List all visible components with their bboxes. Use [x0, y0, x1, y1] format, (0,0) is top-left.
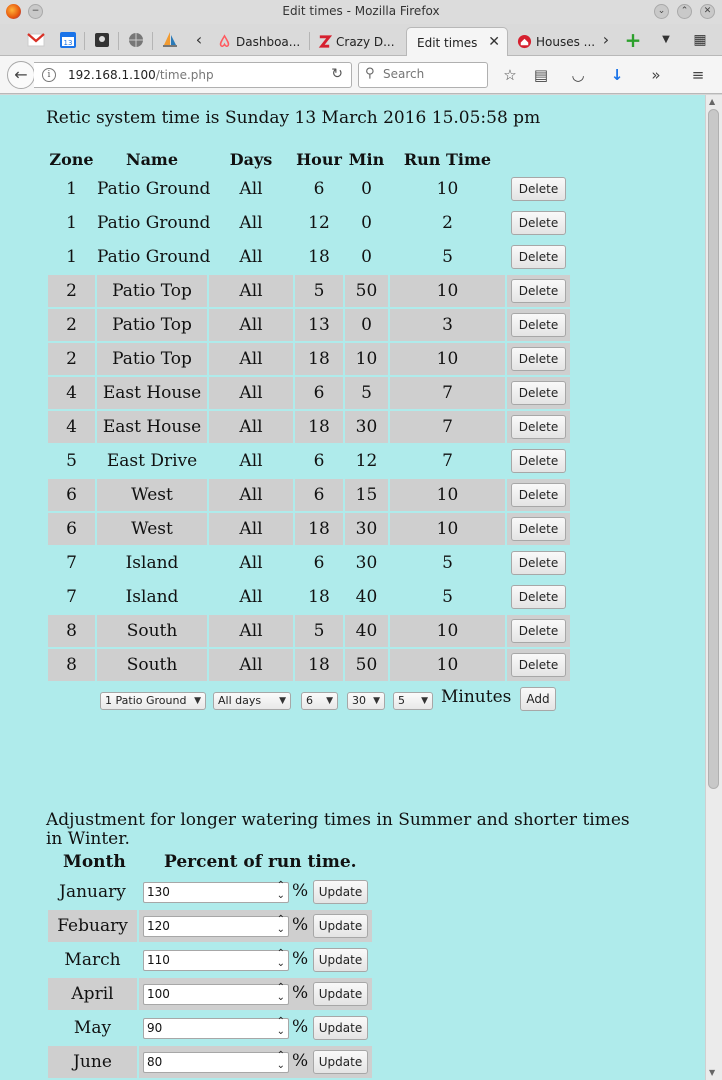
- schedule-row: [48, 309, 570, 341]
- cell-days: All: [209, 649, 293, 681]
- percent-input[interactable]: 130 ⌃ ⌄: [143, 882, 289, 903]
- window-menu-button[interactable]: −: [28, 4, 43, 19]
- window-titlebar: [0, 0, 722, 24]
- month-name: March: [64, 950, 121, 970]
- cell-run: 10: [390, 343, 505, 375]
- new-tab-icon[interactable]: +: [624, 28, 642, 52]
- tab-scroll-right-button[interactable]: ›: [602, 30, 610, 49]
- tab-label: Houses ...: [536, 35, 596, 49]
- close-tab-icon[interactable]: ✕: [488, 34, 500, 50]
- maximize-button[interactable]: ⌃: [677, 4, 692, 19]
- cell-days: All: [209, 343, 293, 375]
- cell-run: 10: [390, 649, 505, 681]
- update-button[interactable]: Update: [313, 1050, 368, 1074]
- scrollbar-thumb[interactable]: [708, 109, 719, 789]
- cell-min: 50: [345, 275, 388, 307]
- reload-icon[interactable]: ↻: [331, 66, 343, 82]
- cell-run: 5: [442, 247, 453, 267]
- header-name: Name: [125, 150, 179, 169]
- delete-button[interactable]: Delete: [511, 653, 566, 677]
- tab-houses[interactable]: [512, 27, 598, 56]
- tab-list-chevron-down-icon[interactable]: ▼: [662, 34, 670, 45]
- cell-zone: 6: [48, 479, 95, 511]
- cell-run: 5: [442, 587, 453, 607]
- schedule-row: [48, 615, 570, 647]
- cell-min: 50: [345, 649, 388, 681]
- cell-zone: 1: [66, 213, 77, 233]
- cell-min: 15: [345, 479, 388, 511]
- cell-min: 30: [345, 411, 388, 443]
- url-text: 192.168.1.100/time.php: [68, 68, 214, 82]
- cell-name: East House: [97, 411, 207, 443]
- window-title: Edit times - Mozilla Firefox: [282, 4, 440, 18]
- schedule-row: [48, 445, 570, 477]
- month-name: May: [73, 1018, 112, 1038]
- cell-name: South: [97, 615, 207, 647]
- calendar-icon[interactable]: [58, 30, 78, 50]
- chevron-down-icon: ▼: [279, 696, 286, 706]
- tab-label: Dashboa...: [236, 35, 301, 49]
- zone-select[interactable]: 1 Patio Ground ▼: [100, 692, 206, 710]
- minutes-label: Minutes: [441, 687, 512, 707]
- cell-hour: 18: [308, 587, 330, 607]
- percent-symbol: %: [292, 1051, 309, 1071]
- chevron-down-icon: ▼: [373, 696, 380, 706]
- month-name: June: [48, 1046, 137, 1078]
- cell-min: 0: [345, 309, 388, 341]
- delete-button[interactable]: Delete: [511, 177, 566, 201]
- cell-min: 0: [361, 213, 372, 233]
- cell-hour: 18: [308, 247, 330, 267]
- cell-name: Patio Top: [97, 275, 207, 307]
- cell-days: All: [239, 587, 263, 607]
- scroll-up-icon[interactable]: ▲: [709, 97, 716, 106]
- cell-hour: 6: [313, 179, 325, 199]
- chevron-down-icon: ▼: [421, 696, 428, 706]
- search-bar[interactable]: [358, 62, 488, 88]
- cell-name: West: [97, 513, 207, 545]
- cell-zone: 7: [66, 587, 77, 607]
- search-input[interactable]: [383, 67, 483, 81]
- search-icon: ⚲: [365, 66, 375, 81]
- update-button[interactable]: Update: [313, 1016, 368, 1040]
- delete-button[interactable]: Delete: [511, 483, 566, 507]
- delete-button[interactable]: Delete: [511, 551, 566, 575]
- schedule-row: [48, 649, 570, 681]
- svg-text:13: 13: [63, 39, 73, 47]
- percent-symbol: %: [292, 983, 309, 1003]
- cell-zone: 2: [48, 309, 95, 341]
- add-button[interactable]: Add: [520, 687, 556, 711]
- delete-button[interactable]: Delete: [511, 517, 566, 541]
- cell-run: 10: [436, 179, 459, 199]
- cell-name: South: [97, 649, 207, 681]
- spinner-arrows-icon[interactable]: ⌃ ⌄: [276, 1016, 285, 1037]
- month-name: April: [48, 978, 137, 1010]
- header-percent: Percent of run time.: [164, 852, 357, 872]
- navigation-toolbar: [0, 56, 722, 94]
- spinner-arrows-icon[interactable]: ⌃ ⌄: [276, 982, 285, 1003]
- cell-zone: 1: [66, 179, 77, 199]
- delete-button[interactable]: Delete: [511, 245, 566, 269]
- header-run-time: Run Time: [403, 150, 492, 169]
- schedule-row: [48, 479, 570, 511]
- url-bar[interactable]: [34, 62, 352, 88]
- pocket-icon[interactable]: ◡: [571, 66, 585, 84]
- cell-min: 10: [345, 343, 388, 375]
- download-arrow-icon[interactable]: ↓: [610, 66, 624, 84]
- cell-days: All: [209, 275, 293, 307]
- cell-hour: 6: [313, 553, 325, 573]
- close-window-button[interactable]: ✕: [700, 4, 715, 19]
- globe-icon[interactable]: [126, 30, 146, 50]
- tab-dashboard[interactable]: [212, 27, 308, 56]
- month-row: [48, 876, 372, 908]
- back-arrow-icon[interactable]: ←: [7, 61, 35, 89]
- tab-scroll-left-button[interactable]: ‹: [195, 30, 203, 49]
- cell-min: 40: [345, 615, 388, 647]
- delete-button[interactable]: Delete: [511, 279, 566, 303]
- delete-button[interactable]: Delete: [511, 381, 566, 405]
- gmail-icon[interactable]: [26, 30, 46, 50]
- overflow-chevron-icon[interactable]: »: [651, 66, 661, 84]
- cell-run: 5: [442, 553, 453, 573]
- cell-days: All: [209, 309, 293, 341]
- schedule-row: [48, 547, 570, 579]
- cell-hour: 12: [308, 213, 330, 233]
- cell-days: All: [209, 615, 293, 647]
- cell-min: 5: [345, 377, 388, 409]
- cell-hour: 13: [295, 309, 343, 341]
- delete-button[interactable]: Delete: [511, 211, 566, 235]
- spinner-arrows-icon[interactable]: ⌃ ⌄: [276, 948, 285, 969]
- tab-label: Crazy D...: [336, 35, 395, 49]
- cell-hour: 18: [295, 649, 343, 681]
- percent-symbol: %: [292, 915, 309, 935]
- cell-run: 7: [390, 411, 505, 443]
- site-info-icon[interactable]: i: [42, 68, 56, 82]
- cell-hour: 18: [295, 343, 343, 375]
- cell-days: All: [209, 411, 293, 443]
- cell-zone: 2: [48, 343, 95, 375]
- cell-days: All: [209, 377, 293, 409]
- update-button[interactable]: Update: [313, 880, 368, 904]
- delete-button[interactable]: Delete: [511, 415, 566, 439]
- cell-name: East House: [97, 377, 207, 409]
- delete-button[interactable]: Delete: [511, 449, 566, 473]
- spinner-arrows-icon[interactable]: ⌃ ⌄: [276, 880, 285, 901]
- header-days: Days: [229, 150, 273, 169]
- cell-hour: 6: [313, 451, 325, 471]
- month-name: January: [59, 882, 126, 902]
- delete-button[interactable]: Delete: [511, 313, 566, 337]
- schedule-row: [48, 343, 570, 375]
- reading-list-icon[interactable]: ▤: [533, 66, 549, 84]
- schedule-row: [48, 173, 570, 205]
- cell-min: 40: [355, 587, 378, 607]
- update-button[interactable]: Update: [313, 982, 368, 1006]
- update-button[interactable]: Update: [313, 914, 368, 938]
- spinner-arrows-icon[interactable]: ⌃ ⌄: [276, 1050, 285, 1071]
- month-name: Febuary: [48, 910, 137, 942]
- cell-run: 10: [390, 513, 505, 545]
- run-time-select[interactable]: 5 ▼: [393, 692, 433, 710]
- cell-zone: 8: [48, 615, 95, 647]
- cell-name: Patio Ground: [97, 179, 211, 199]
- cell-run: 2: [442, 213, 453, 233]
- cell-run: 10: [390, 275, 505, 307]
- cell-days: All: [239, 179, 263, 199]
- cell-run: 7: [442, 451, 453, 471]
- cell-name: Patio Top: [97, 343, 207, 375]
- cell-name: Island: [125, 587, 179, 607]
- cell-days: All: [209, 479, 293, 511]
- update-button[interactable]: Update: [313, 948, 368, 972]
- cell-min: 0: [361, 179, 372, 199]
- scroll-down-icon[interactable]: ▼: [709, 1068, 716, 1077]
- cell-min: 0: [361, 247, 372, 267]
- cell-name: Patio Ground: [97, 213, 211, 233]
- chevron-down-icon: ▼: [326, 696, 333, 706]
- month-row: [48, 944, 372, 976]
- cell-hour: 18: [295, 411, 343, 443]
- month-row: [48, 978, 372, 1010]
- bookmark-star-icon[interactable]: ☆: [503, 66, 517, 84]
- cell-run: 10: [390, 615, 505, 647]
- schedule-row: [48, 513, 570, 545]
- schedule-row: [48, 275, 570, 307]
- schedule-row: [48, 241, 570, 273]
- delete-button[interactable]: Delete: [511, 619, 566, 643]
- tab-groups-icon[interactable]: ▦: [693, 32, 707, 48]
- percent-symbol: %: [292, 949, 309, 969]
- zoho-icon: [317, 34, 332, 49]
- house-icon: [517, 34, 532, 49]
- cell-min: 30: [355, 553, 378, 573]
- days-select[interactable]: All days ▼: [213, 692, 291, 710]
- schedule-row: [48, 207, 570, 239]
- schedule-row: [48, 411, 570, 443]
- month-row: [48, 910, 372, 942]
- schedule-row: [48, 377, 570, 409]
- cell-name: Island: [125, 553, 179, 573]
- chevron-down-icon: ▼: [194, 696, 201, 706]
- cell-hour: 5: [295, 615, 343, 647]
- header-hour: Hour: [296, 150, 342, 169]
- cell-zone: 5: [66, 451, 77, 471]
- cell-run: 7: [390, 377, 505, 409]
- cell-hour: 6: [295, 377, 343, 409]
- tab-edit-times[interactable]: [406, 27, 508, 56]
- spinner-arrows-icon[interactable]: ⌃ ⌄: [276, 914, 285, 935]
- percent-input[interactable]: 90 ⌃ ⌄: [143, 1018, 289, 1039]
- airbnb-icon: [217, 34, 232, 49]
- percent-input[interactable]: 110 ⌃ ⌄: [143, 950, 289, 971]
- tab-bar: [0, 24, 722, 56]
- cell-zone: 7: [66, 553, 77, 573]
- header-min: Min: [348, 150, 385, 169]
- hamburger-menu-icon[interactable]: ≡: [691, 66, 705, 84]
- system-time-text: Retic system time is Sunday 13 March 2016 15.05:58 pm: [46, 108, 541, 128]
- cell-zone: 2: [48, 275, 95, 307]
- cell-days: All: [239, 247, 263, 267]
- cell-name: East Drive: [106, 451, 198, 471]
- tab-label: Edit times: [417, 36, 478, 50]
- cell-zone: 8: [48, 649, 95, 681]
- header-zone: Zone: [49, 150, 94, 169]
- percent-symbol: %: [292, 881, 309, 901]
- percent-input[interactable]: 120 ⌃ ⌄: [143, 916, 289, 937]
- cell-zone: 6: [48, 513, 95, 545]
- month-row: [48, 1046, 372, 1078]
- minute-select[interactable]: 30 ▼: [347, 692, 385, 710]
- cell-days: All: [209, 513, 293, 545]
- cell-days: All: [239, 553, 263, 573]
- cell-run: 10: [390, 479, 505, 511]
- cell-hour: 6: [295, 479, 343, 511]
- percent-input[interactable]: 80 ⌃ ⌄: [143, 1052, 289, 1073]
- cell-zone: 4: [48, 377, 95, 409]
- cell-min: 12: [355, 451, 378, 471]
- page-viewport: [0, 95, 705, 1080]
- delete-button[interactable]: Delete: [511, 585, 566, 609]
- minimize-button[interactable]: ⌄: [654, 4, 669, 19]
- cell-name: West: [97, 479, 207, 511]
- percent-input[interactable]: 100 ⌃ ⌄: [143, 984, 289, 1005]
- cell-days: All: [239, 213, 263, 233]
- cell-days: All: [239, 451, 263, 471]
- tab-crazy-d[interactable]: [312, 27, 404, 56]
- cell-name: Patio Ground: [97, 247, 211, 267]
- cell-zone: 4: [48, 411, 95, 443]
- vertical-scrollbar[interactable]: [705, 95, 722, 1080]
- percent-symbol: %: [292, 1017, 309, 1037]
- delete-button[interactable]: Delete: [511, 347, 566, 371]
- month-row: [48, 1012, 372, 1044]
- sailboat-icon[interactable]: [160, 30, 180, 50]
- dark-site-icon[interactable]: [92, 30, 112, 50]
- adjustment-description: Adjustment for longer watering times in Summer and shorter times in Winter.: [46, 810, 630, 849]
- cell-hour: 5: [295, 275, 343, 307]
- cell-min: 30: [345, 513, 388, 545]
- schedule-row: [48, 581, 570, 613]
- cell-zone: 1: [66, 247, 77, 267]
- cell-hour: 18: [295, 513, 343, 545]
- hour-select[interactable]: 6 ▼: [301, 692, 338, 710]
- header-month: Month: [63, 852, 126, 872]
- cell-name: Patio Top: [97, 309, 207, 341]
- cell-run: 3: [390, 309, 505, 341]
